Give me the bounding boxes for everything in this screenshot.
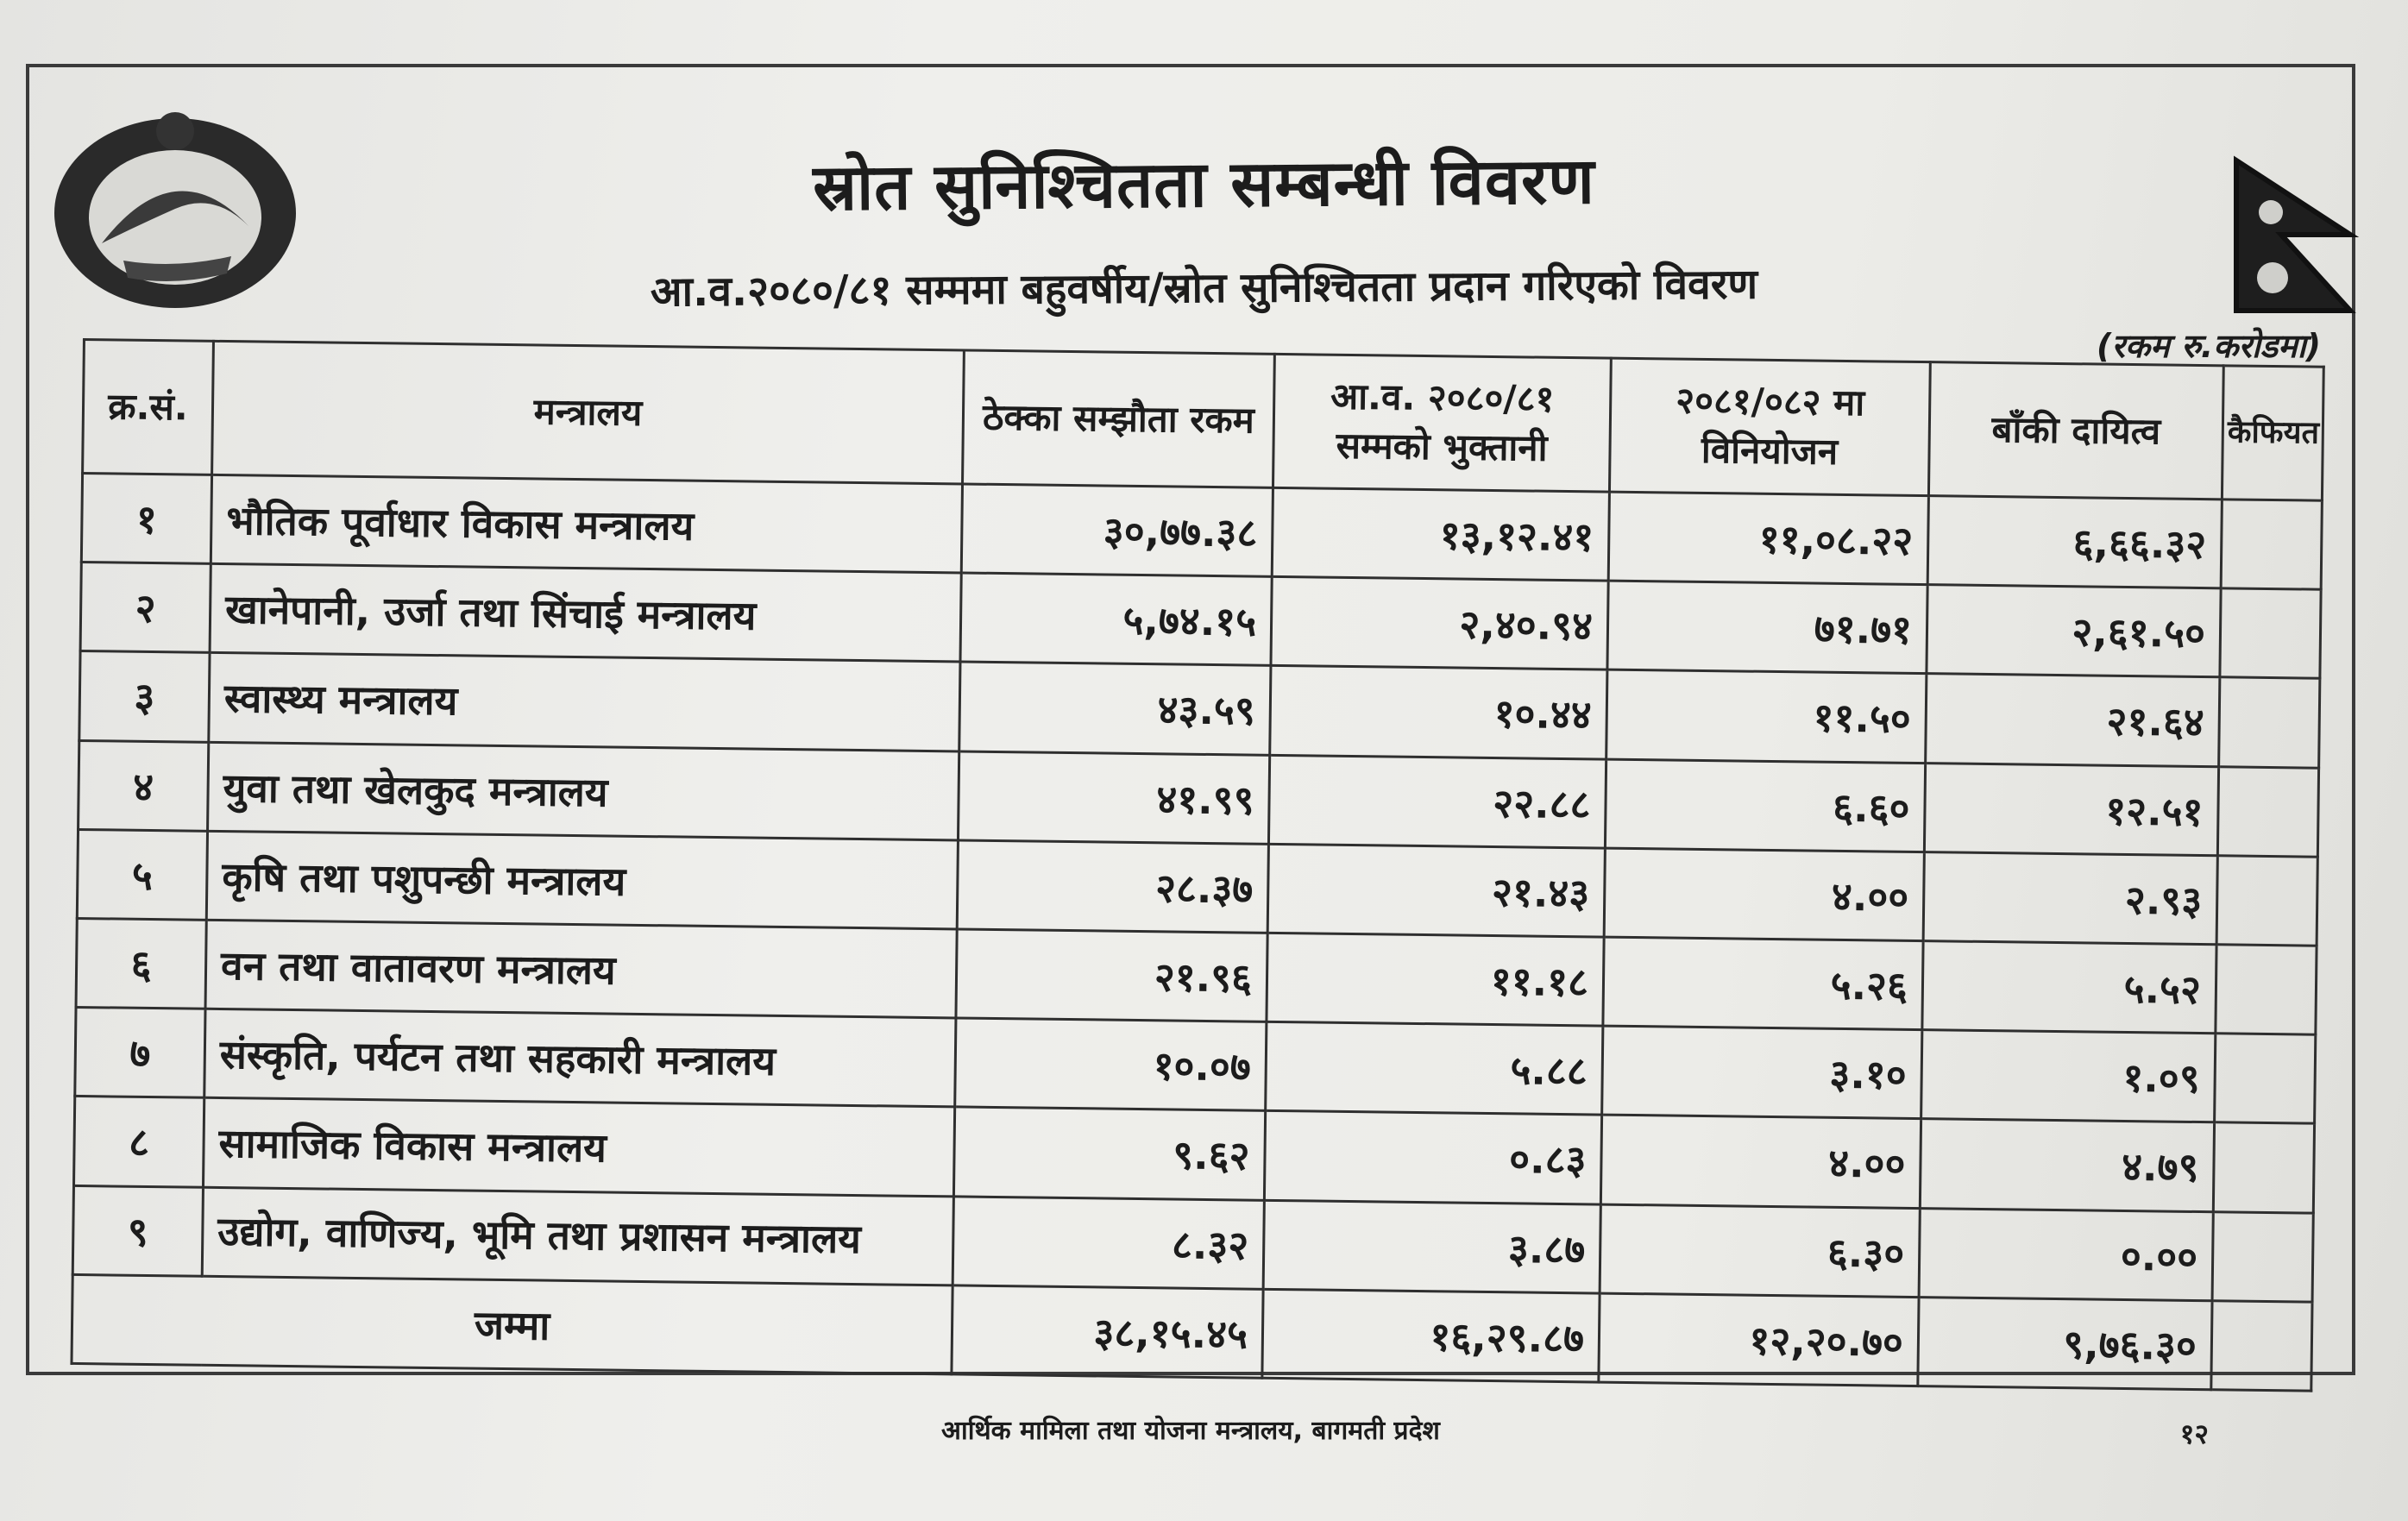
row-contract: ९.६२	[953, 1107, 1265, 1200]
row-sn: ४	[79, 740, 209, 831]
total-alloc: १२,२०.७०	[1599, 1293, 1919, 1386]
row-ministry: भौतिक पूर्वाधार विकास मन्त्रालय	[211, 475, 962, 573]
header-sn: क्र.सं.	[83, 340, 214, 475]
funding-assurance-table	[70, 338, 2324, 1392]
row-remaining: २१.६४	[1926, 674, 2220, 766]
row-remaining: ६,६६.३२	[1927, 496, 2222, 588]
row-sn: ५	[77, 829, 207, 920]
row-sn: ९	[72, 1185, 203, 1276]
row-remaining: ४.७९	[1920, 1119, 2214, 1211]
row-remaining: १.०९	[1921, 1030, 2216, 1122]
total-label: जम्मा	[72, 1274, 953, 1374]
row-remarks	[2216, 856, 2317, 946]
row-paid: २,४०.९४	[1271, 577, 1608, 670]
row-remarks	[2219, 677, 2320, 768]
row-contract: ३०,७७.३८	[961, 484, 1273, 577]
header-ministry: मन्त्रालय	[212, 341, 965, 484]
header-alloc: २०८१/०८२ मा विनियोजन	[1609, 358, 1930, 496]
row-paid: ५.८८	[1266, 1021, 1603, 1115]
row-contract: ८.३२	[953, 1196, 1264, 1289]
row-contract: २१.९६	[956, 929, 1267, 1022]
row-sn: ८	[74, 1097, 204, 1187]
row-contract: ४३.५९	[959, 662, 1271, 755]
row-paid: ०.८३	[1264, 1111, 1601, 1204]
row-alloc: ११.५०	[1606, 669, 1927, 763]
row-ministry: युवा तथा खेलकुद मन्त्रालय	[208, 742, 959, 840]
row-remarks	[2212, 1211, 2313, 1302]
page-footer: आर्थिक मामिला तथा योजना मन्त्रालय, बागमती प्रदेश	[941, 1416, 1440, 1446]
row-alloc: ४.००	[1600, 1115, 1921, 1208]
row-ministry: सामाजिक विकास मन्त्रालय	[203, 1098, 954, 1197]
row-ministry: उद्योग, वाणिज्य, भूमि तथा प्रशासन मन्त्रालय	[202, 1187, 953, 1285]
row-remarks	[2215, 1034, 2316, 1124]
row-remaining: ५.५२	[1922, 941, 2216, 1034]
row-alloc: ६.६०	[1605, 759, 1925, 852]
row-remarks	[2216, 945, 2317, 1035]
row-ministry: वन तथा वातावरण मन्त्रालय	[205, 920, 957, 1018]
header-remarks: कैफियत	[2222, 366, 2323, 500]
row-contract: ५,७४.१५	[960, 573, 1272, 666]
row-alloc: ६.३०	[1600, 1204, 1920, 1298]
row-remaining: ०.००	[1919, 1208, 2213, 1300]
row-alloc: ७१.७१	[1607, 581, 1927, 674]
row-ministry: संस्कृति, पर्यटन तथा सहकारी मन्त्रालय	[204, 1009, 956, 1107]
row-sn: ६	[76, 918, 206, 1009]
row-sn: २	[80, 563, 211, 653]
header-paid: आ.व. २०८०/८१ सम्मको भुक्तानी	[1273, 354, 1611, 492]
row-sn: ३	[79, 651, 210, 742]
row-remarks	[2221, 500, 2322, 590]
row-paid: २२.८८	[1268, 755, 1606, 848]
row-paid: १०.४४	[1270, 666, 1607, 759]
row-alloc: ४.००	[1604, 848, 1924, 941]
row-contract: ४१.९९	[958, 751, 1269, 845]
row-contract: २८.३७	[957, 840, 1268, 933]
row-ministry: स्वास्थ्य मन्त्रालय	[209, 653, 960, 751]
row-sn: ७	[75, 1008, 205, 1098]
row-remarks	[2220, 588, 2321, 679]
row-paid: १३,१२.४१	[1272, 487, 1609, 581]
row-remarks	[2213, 1122, 2314, 1213]
row-ministry: कृषि तथा पशुपन्छी मन्त्रालय	[206, 831, 958, 929]
row-paid: ११.१८	[1267, 933, 1604, 1026]
page-title: स्रोत सुनिश्चितता सम्बन्धी विवरण	[812, 144, 1596, 225]
row-remaining: २,६१.५०	[1927, 585, 2221, 677]
total-paid: १६,२९.८७	[1262, 1289, 1600, 1382]
row-alloc: ३.१०	[1602, 1026, 1922, 1119]
row-remarks	[2217, 766, 2318, 857]
row-alloc: ५.२६	[1603, 937, 1923, 1030]
row-contract: १०.०७	[955, 1018, 1267, 1111]
row-alloc: ११,०८.२२	[1608, 492, 1928, 585]
header-contract: ठेक्का सम्झौता रकम	[963, 350, 1275, 487]
total-remaining: ९,७६.३०	[1918, 1297, 2212, 1389]
row-sn: १	[81, 474, 211, 564]
row-remaining: २.९३	[1923, 852, 2217, 944]
page-subtitle: आ.व.२०८०/८१ सम्ममा बहुवर्षीय/स्रोत सुनिश्चितता प्रदान गरिएको विवरण	[650, 260, 1758, 317]
table-header-row	[83, 340, 2324, 501]
page-number: १२	[2179, 1417, 2209, 1450]
row-paid: ३.८७	[1263, 1200, 1600, 1293]
row-paid: २१.४३	[1267, 844, 1605, 937]
total-remarks	[2211, 1300, 2312, 1391]
total-contract: ३८,१५.४५	[952, 1285, 1263, 1379]
row-ministry: खानेपानी, उर्जा तथा सिंचाई मन्त्रालय	[210, 564, 961, 663]
header-remaining: बाँकी दायित्व	[1928, 362, 2223, 500]
unit-note: (रकम रु.करोडमा)	[2096, 327, 2321, 365]
row-remaining: १२.५१	[1924, 763, 2218, 855]
